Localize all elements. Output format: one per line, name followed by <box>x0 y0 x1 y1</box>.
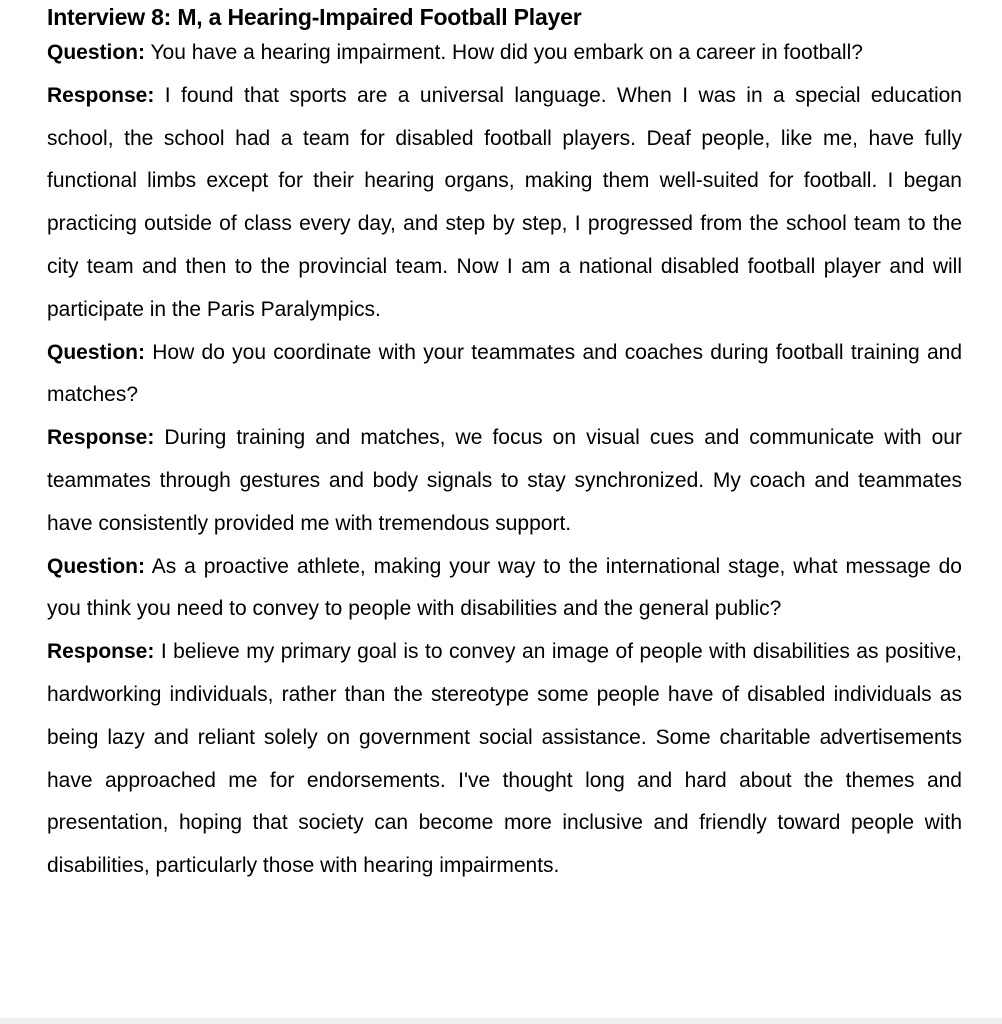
response-text: I found that sports are a universal language. When I was in a special education school, the school had a team for disabled football players. Deaf people, like me, have fully functional limbs except for their hearing organs, making them well-suited for football. I began practicing outside of class every day, and step by step, I progressed from the school team to the city team and then to the provincial team. Now I am a national disabled football player and will participate in the Paris Paralympics. <box>47 83 962 321</box>
response-3 <box>47 631 962 888</box>
question-3 <box>47 546 962 632</box>
question-1 <box>47 32 962 75</box>
question-text: How do you coordinate with your teammates and coaches during football training and matches? <box>47 340 962 407</box>
response-text: During training and matches, we focus on visual cues and communicate with our teammates through gestures and body signals to stay synchronized. My coach and teammates have consistently provided me with tremendous support. <box>47 426 962 535</box>
question-label: Question: <box>47 41 145 64</box>
response-2 <box>47 417 962 545</box>
response-text: I believe my primary goal is to convey an image of people with disabilities as positive, hardworking individuals, rather than the stereotype some people have of disabled individuals as being lazy and reliant solely on government social assistance. Some charitable advertisements have approached me for endorsements. I've thought long and hard about the themes and presentation, hoping that society can become more inclusive and friendly toward people with disabilities, particularly those with hearing impairments. <box>47 640 963 878</box>
question-text: As a proactive athlete, making your way to the international stage, what message do you think you need to convey to people with disabilities and the general public? <box>47 554 962 621</box>
response-label: Response: <box>47 426 155 450</box>
question-label: Question: <box>47 554 145 578</box>
question-2 <box>47 332 962 418</box>
response-1 <box>47 75 962 332</box>
response-label: Response: <box>47 640 155 664</box>
page-bottom-edge <box>0 1018 1002 1024</box>
response-label: Response: <box>47 83 155 107</box>
question-text: You have a hearing impairment. How did you embark on a career in football? <box>150 41 863 64</box>
question-label: Question: <box>47 340 145 364</box>
page-title: Interview 8: M, a Hearing-Impaired Football Player <box>47 4 582 30</box>
